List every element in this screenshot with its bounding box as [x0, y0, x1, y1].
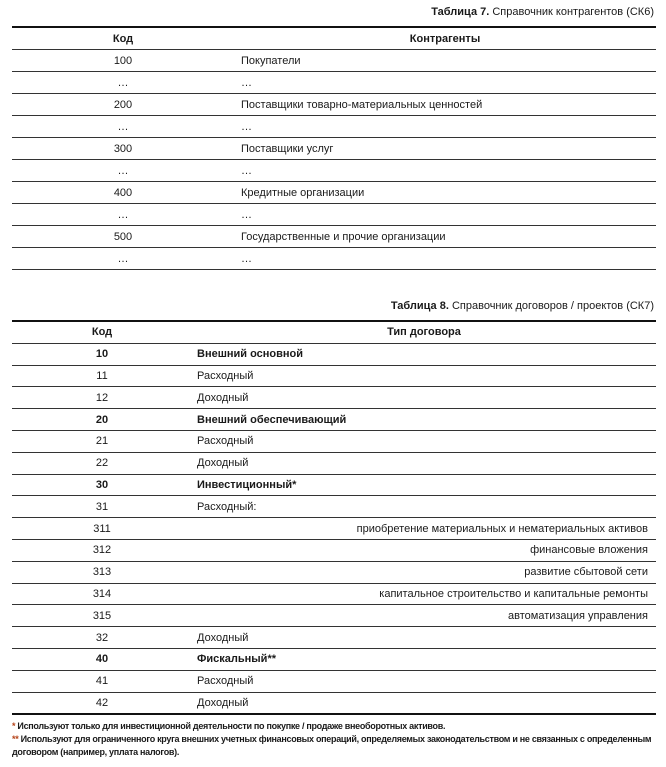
caption-label: Таблица 8. [390, 300, 449, 312]
counterparty-cell: Государственные и прочие организации [234, 226, 656, 248]
footnote-mark: * [12, 721, 16, 731]
contracts-table [12, 320, 656, 715]
code-cell: 20 [12, 409, 192, 431]
table-row [12, 343, 656, 365]
code-cell: 200 [12, 94, 234, 116]
code-cell: 30 [12, 474, 192, 496]
code-cell: 500 [12, 226, 234, 248]
table-row [12, 116, 656, 138]
table-row [12, 365, 656, 387]
table-row [12, 387, 656, 409]
code-cell: 21 [12, 430, 192, 452]
table-row [12, 182, 656, 204]
footnotes [12, 720, 652, 759]
counterparty-cell: Кредитные организации [234, 182, 656, 204]
table-row [12, 496, 656, 518]
table-row [12, 474, 656, 496]
table-row [12, 561, 656, 583]
header-code: Код [12, 27, 234, 50]
footnote-1 [12, 720, 652, 733]
header-code: Код [12, 321, 192, 343]
table-row [12, 648, 656, 670]
code-cell: 42 [12, 692, 192, 714]
code-cell: 22 [12, 452, 192, 474]
caption-text: Справочник контрагентов (СК6) [489, 6, 654, 18]
counterparty-cell: Поставщики услуг [234, 138, 656, 160]
code-cell: 312 [12, 539, 192, 561]
code-cell: 10 [12, 343, 192, 365]
table-row [12, 72, 656, 94]
contract-type-cell: Доходный [192, 452, 656, 474]
table-row [12, 94, 656, 116]
code-cell: 315 [12, 605, 192, 627]
counterparty-cell: Покупатели [234, 50, 656, 72]
header-counterparties: Контрагенты [234, 27, 656, 50]
contract-type-cell: автоматизация управления [192, 605, 656, 627]
counterparty-cell: … [234, 204, 656, 226]
footnote-mark: ** [12, 734, 19, 744]
contract-type-cell: Внешний обеспечивающий [192, 409, 656, 431]
contract-type-cell: Доходный [192, 692, 656, 714]
code-cell: … [12, 248, 234, 270]
table-row [12, 409, 656, 431]
contract-type-cell: капитальное строительство и капитальные ремонты [192, 583, 656, 605]
table-row [12, 138, 656, 160]
code-cell: 41 [12, 670, 192, 692]
table-row [12, 204, 656, 226]
table-row [12, 248, 656, 270]
table-row [12, 452, 656, 474]
table-row [12, 50, 656, 72]
code-cell: 40 [12, 648, 192, 670]
code-cell: 313 [12, 561, 192, 583]
caption-text: Справочник договоров / проектов (СК7) [448, 300, 654, 312]
footnote-text: Используют только для инвестиционной деятельности по покупке / продаже внеоборотных активов. [15, 721, 446, 731]
contract-type-cell: развитие сбытовой сети [192, 561, 656, 583]
contract-type-cell: Расходный [192, 365, 656, 387]
code-cell: 300 [12, 138, 234, 160]
table-row [12, 160, 656, 182]
table-row [12, 226, 656, 248]
code-cell: 32 [12, 627, 192, 649]
counterparties-table [12, 26, 656, 270]
contract-type-cell: Расходный [192, 430, 656, 452]
table-row [12, 430, 656, 452]
contract-type-cell: Внешний основной [192, 343, 656, 365]
contract-type-cell: финансовые вложения [192, 539, 656, 561]
counterparty-cell: … [234, 160, 656, 182]
code-cell: 11 [12, 365, 192, 387]
code-cell: … [12, 116, 234, 138]
contract-type-cell: Расходный: [192, 496, 656, 518]
code-cell: 31 [12, 496, 192, 518]
footnote-2 [12, 733, 652, 759]
code-cell: … [12, 204, 234, 226]
code-cell: … [12, 160, 234, 182]
table-row [12, 518, 656, 540]
code-cell: 100 [12, 50, 234, 72]
counterparty-cell: … [234, 248, 656, 270]
table-row [12, 539, 656, 561]
table-row [12, 692, 656, 714]
contract-type-cell: Доходный [192, 387, 656, 409]
caption-label: Таблица 7. [431, 6, 490, 18]
contract-type-cell: Доходный [192, 627, 656, 649]
table-row [12, 670, 656, 692]
code-cell: 400 [12, 182, 234, 204]
code-cell: 314 [12, 583, 192, 605]
contract-type-cell: Фискальный** [192, 648, 656, 670]
counterparty-cell: … [234, 116, 656, 138]
table8-caption [391, 300, 654, 312]
code-cell: 311 [12, 518, 192, 540]
table7-caption [431, 6, 654, 18]
table-row [12, 627, 656, 649]
counterparty-cell: … [234, 72, 656, 94]
contract-type-cell: Расходный [192, 670, 656, 692]
header-contract-type: Тип договора [192, 321, 656, 343]
contract-type-cell: Инвестиционный* [192, 474, 656, 496]
contract-type-cell: приобретение материальных и нематериальных активов [192, 518, 656, 540]
counterparty-cell: Поставщики товарно-материальных ценностей [234, 94, 656, 116]
footnote-text: Используют для ограниченного круга внешних учетных финансовых операций, определяемых законодательством и не связанных с определенным договором (например, уплата налогов). [12, 734, 652, 757]
table-row [12, 583, 656, 605]
table-row [12, 605, 656, 627]
code-cell: … [12, 72, 234, 94]
code-cell: 12 [12, 387, 192, 409]
